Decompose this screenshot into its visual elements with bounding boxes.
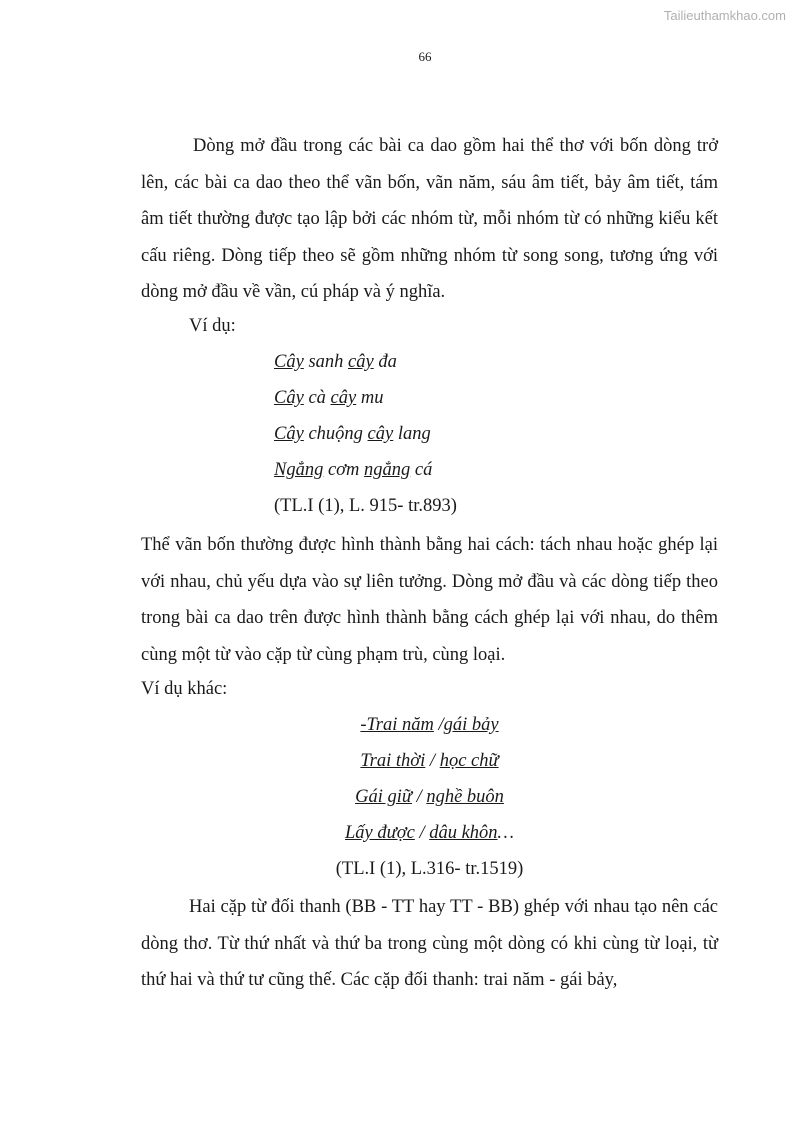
poem-word: sanh [303, 352, 349, 372]
underlined-word: Cây [274, 424, 304, 444]
poem-word: cơm [323, 460, 365, 480]
separator: / [433, 715, 444, 735]
underlined-word: Ngẳng [274, 460, 324, 480]
separator: / [414, 823, 430, 843]
poem-line [274, 344, 397, 380]
underlined-word: cây [367, 424, 394, 444]
citation: (TL.I (1), L. 915- tr.893) [274, 496, 457, 516]
poem-line [274, 416, 431, 452]
underlined-word: Lấy được [345, 823, 415, 843]
underlined-word: cây [330, 388, 357, 408]
underlined-word: nghề buôn [426, 787, 504, 807]
paragraph-1: Dòng mở đầu trong các bài ca dao gồm hai thể thơ với bốn dòng trở lên, các bài ca dao theo thể vãn bốn, vãn năm, sáu âm tiết, bảy âm tiết, tám âm tiết thường được tạo lập bởi các nhóm từ, mỗi nhóm từ có những kiểu kết cấu riêng. Dòng tiếp theo sẽ gồm những nhóm từ song song, tương ứng với dòng mở đầu về vần, cú pháp và ý nghĩa. [141, 136, 718, 302]
underlined-word: cây [348, 352, 374, 372]
underlined-word: -Trai năm [360, 715, 434, 735]
poem-line [274, 380, 383, 416]
underlined-word: ngẳng [364, 460, 411, 480]
ellipsis: … [497, 823, 514, 843]
watermark: Tailieuthamkhao.com [663, 8, 786, 23]
underlined-word: học chữ [439, 751, 499, 771]
poem-word: lang [393, 424, 431, 444]
underlined-word: dâu khôn [429, 823, 498, 843]
poem-word: cà [303, 388, 331, 408]
underlined-word: Cây [274, 352, 304, 372]
separator: / [425, 751, 440, 771]
poem-line [274, 452, 432, 488]
poem-word: đa [373, 352, 397, 372]
poem-line [141, 743, 718, 779]
underlined-word: Trai thời [360, 751, 426, 771]
poem-line [141, 815, 718, 851]
citation: (TL.I (1), L.316- tr.1519) [335, 859, 524, 879]
poem-word: mu [356, 388, 384, 408]
underlined-word: Gái giữ [355, 787, 412, 807]
poem-word: chuộng [303, 424, 368, 444]
example-label: Ví dụ khác: [141, 679, 228, 699]
poem-word: cá [410, 460, 433, 480]
paragraph-2: Thể vãn bốn thường được hình thành bằng hai cách: tách nhau hoặc ghép lại với nhau, chủ yếu dựa vào sự liên tưởng. Dòng mở đầu và các dòng tiếp theo trong bài ca dao trên được hình thành bằng cách ghép lại với nhau, do thêm cùng một từ vào cặp từ cùng phạm trù, cùng loại. [141, 535, 718, 665]
separator: / [411, 787, 427, 807]
poem-line [141, 707, 718, 743]
page-number: 66 [418, 49, 432, 64]
poem-line [141, 779, 718, 815]
paragraph-3: Hai cặp từ đối thanh (BB - TT hay TT - BB) ghép với nhau tạo nên các dòng thơ. Từ thứ nhất và thứ ba trong cùng một dòng có khi cùng từ loại, từ thứ hai và thứ tư cũng thế. Các cặp đối thanh: trai năm - gái bảy, [141, 897, 718, 990]
underlined-word: Cây [274, 388, 304, 408]
example-label: Ví dụ: [189, 316, 236, 336]
underlined-word: gái bảy [443, 715, 499, 735]
